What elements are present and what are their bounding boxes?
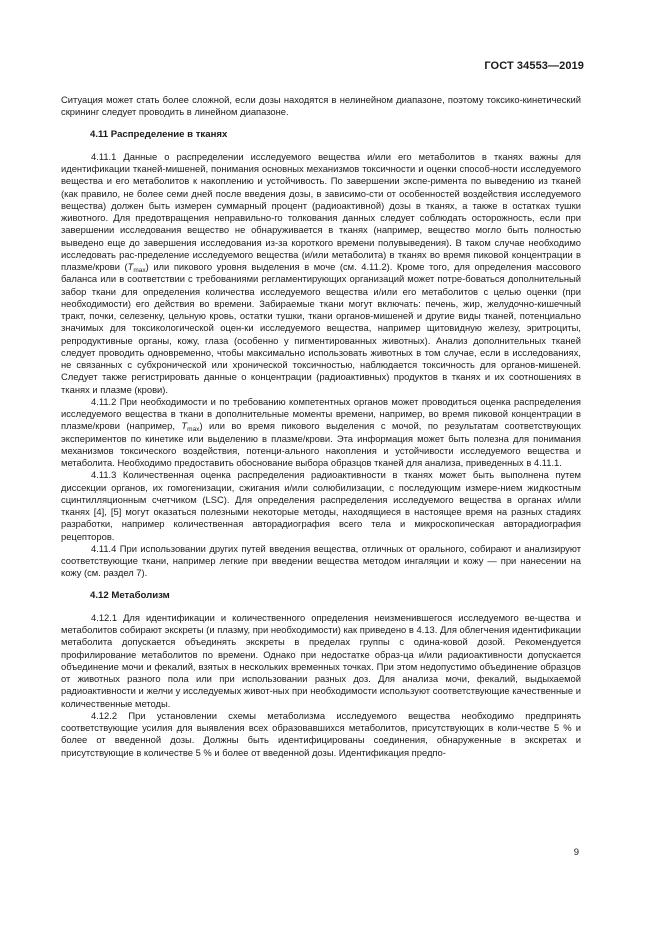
paragraph-4-11-1: [61, 151, 581, 396]
t-max-symbol: T: [181, 420, 188, 432]
t-max-subscript: max: [187, 426, 200, 434]
standard-number: ГОСТ 34553—2019: [484, 60, 584, 72]
paragraph-4-11-3: 4.11.3 Количественная оценка распределения радиоактивности в тканях может быть выполнена путем диссекции органов, их гомогенизации, сжигания и/или солюбилизации, с последующим измере-нием жидкостным сцинтилляционным счетчиком (LSC). Для определения распределения исследуемого вещества в органах и/или тканях [4], [5] могут оказаться полезными некоторые методы, находящиеся в настоящее время на разных стадиях разработки, например количественная авторадиография всего тела и микроскопическая авторадиография рецепторов.: [61, 469, 581, 542]
paragraph-4-11-1-part-a: 4.11.1 Данные о распределении исследуемого вещества и/или его метаболитов в тканях важны для идентификации тканей-мишеней, понимания основных механизмов токсичности и оценки способ-ности исследуемого вещества и его метаболитов к накоплению и устойчивость. По завершении экспе-римента по выведению из тканей (как правило, не более семи дней после введения дозы, в зависимо-сти от особенностей воздействия исследуемого вещества) должен быть измерен суммарный процент (радиоактивной) дозы в тканях, а также в остатках тушки животного. Для предотвращения неправильно-го толкования данных следует соблюдать осторожность, если при завершении исследования вещество не обнаруживается в тканях (например, вещество могло быть полностью выведено еще до завершения исследования из-за короткого времени полувыведения). В таком случае необходимо исследовать рас-пределение исследуемого вещества (и/или метаболита) в тканях во время пиковой концентрации в плазме/крови (: [61, 150, 581, 272]
document-body: [61, 94, 581, 759]
t-max-symbol: T: [127, 261, 134, 272]
paragraph-4-11-2: [61, 396, 581, 470]
paragraph-4-12-2: 4.12.2 При установлении схемы метаболизма исследуемого вещества необходимо предпринять соответствующие усилия для выявления всех образовавшихся метаболитов, присутствующих в коли-честве 5 % и более от введенной дозы. Должны быть идентифицированы соединения, обнаруженные в экскретах и присутствующие в количестве 5 % и более от введенной дозы. Идентификация предпо-: [61, 709, 581, 758]
t-max-subscript: max: [133, 267, 146, 274]
paragraph-4-11-1-part-b: ) или пикового уровня выделения в моче (см. 4.11.2). Кроме того, для определения массового баланса или в соответствии с требованиями регламентирующих организаций может потре-боваться дополнительный забор ткани для определения количества исследуемого вещества и/или его метаболитов с целью оценки (при необходимости) его действия во времени. Забираемые ткани могут включать: печень, жир, желудочно-кишечный тракт, почки, селезенку, цельную кровь, остатки тушки, ткани органов-мишеней и другие виды тканей, потенциально значимых для токсикологической оцен-ки исследуемого вещества, например щитовидную железу, эритроциты, репродуктивные органы, кожу, глаза (особенно у пигментированных животных). Анализ дополнительных тканей следует проводить одновременно, чтобы максимально использовать животных в том случае, если в исследованиях, не связанных с субхронической или хронической токсичностью, наблюдается токсичность для органов-мишеней. Следует также регистрировать данные о концентрации (радиоактивных) продуктов в тканях и их соотношениях в тканях и плазме (крови).: [61, 261, 581, 395]
section-heading-4-11: 4.11 Распределение в тканях: [90, 128, 228, 140]
intro-paragraph: Ситуация может стать более сложной, если дозы находятся в нелинейном диапазоне, поэтому токсико-кинетический скрининг следует проводить в линейном диапазоне.: [61, 94, 581, 118]
paragraph-4-11-2-part-a: 4.11.2 При необходимости и по требованию компетентных органов может проводиться оценка распределения исследуемого вещества в ткани в дополнительные моменты времени, например, во время пиковой концентрации в плазме/крови (например,: [61, 395, 581, 432]
paragraph-4-11-2-part-b: ) или во время пикового выделения с мочой, по результатам соответствующих экспериментов по кинетике или выделению в плазме/крови. Эта информация может быть полезна для понимания механизмов токсического воздействия, потенци-ального накопления и устойчивости исследуемого вещества и метаболита. Необходимо предоставить обоснование выбора образцов тканей для анализа, приведенных в 4.11.1.: [61, 420, 581, 468]
paragraph-4-12-1: 4.12.1 Для идентификации и количественного определения неизменившегося исследуемого ве-щества и метаболитов собирают экскреты (и плазму, при необходимости) как приведено в 4.13. Для облегчения идентификации метаболита допускается объединять экскреты в пределах группы с одина-ковой дозой. Рекомендуется профилирование метаболитов по времени. Однако при недостатке образ-ца и/или радиоактивности допускается объединение мочи и фекалий, взятых в нескольких временных точках. При этом недопустимо объединение образцов от животных разного пола или при использовании разных доз. Для анализа мочи, фекалий, выдыхаемой радиоактивности и желчи у исследуемых живот-ных при необходимости используют соответствующие качественные и количественные методы.: [61, 611, 581, 709]
paragraph-4-11-4: 4.11.4 При использовании других путей введения вещества, отличных от орального, собирают и анализируют соответствующие ткани, например легкие при введении вещества методом ингаляции и кожу — при нанесении на кожу (см. раздел 7).: [61, 542, 581, 579]
section-heading-4-12: 4.12 Метаболизм: [90, 589, 170, 601]
page-number: 9: [573, 847, 579, 858]
